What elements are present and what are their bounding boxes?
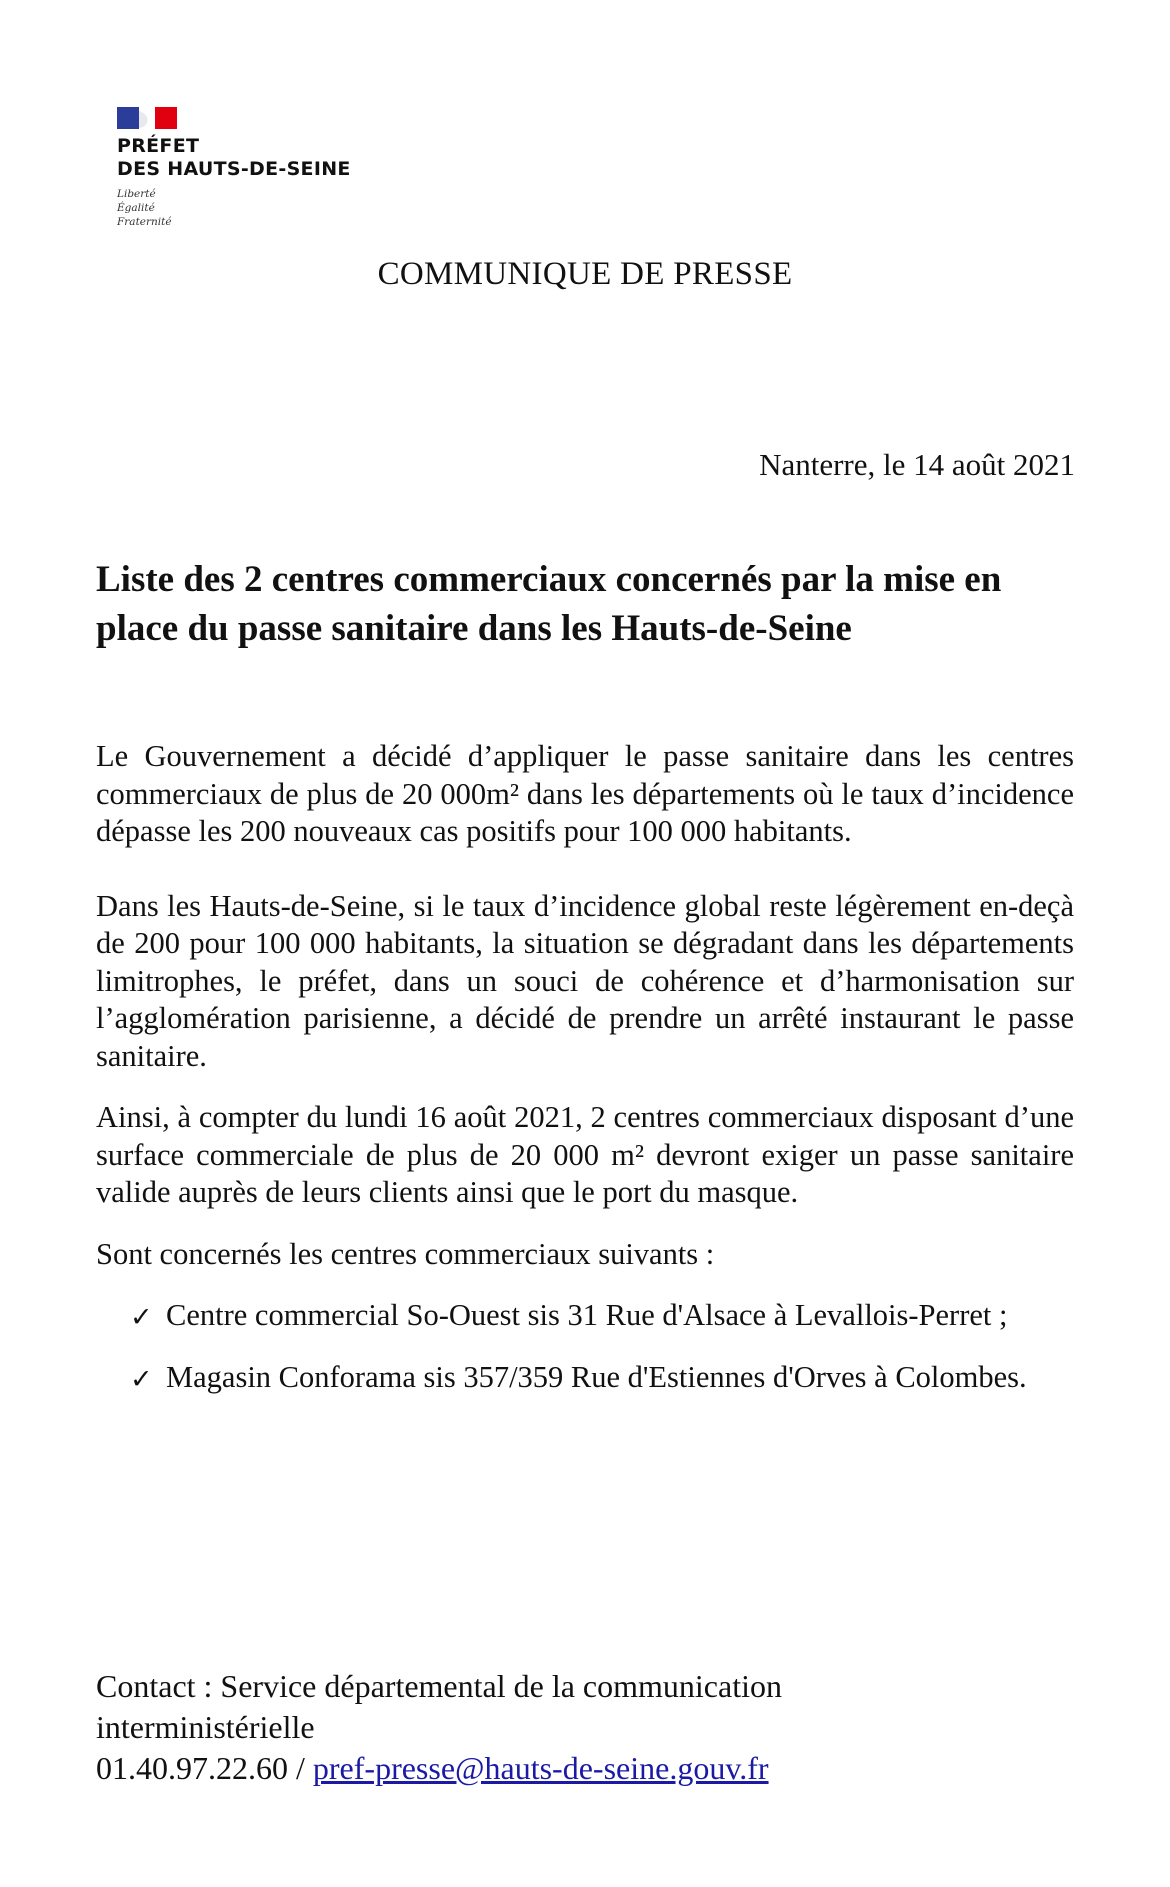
document-body [96,738,1074,1420]
contact-line-2 [96,1748,996,1789]
date-line: Nanterre, le 14 août 2021 [759,447,1075,482]
paragraph-1: Le Gouvernement a décidé d’appliquer le passe sanitaire dans les centres commerciaux de plus de 20 000m² dans les départements où le taux d’incidence dépasse les 200 nouveaux cas positifs pour 100 000 habitants. [96,739,1074,848]
logo-name-line2: DES HAUTS-DE-SEINE [117,158,351,180]
mall-list [96,1297,1074,1396]
motto [117,187,377,229]
list-item-text: Centre commercial So-Ouest sis 31 Rue d'Alsace à Levallois-Perret ; [166,1298,1008,1332]
logo-name-line1: PRÉFET [117,135,200,157]
contact-email-link[interactable]: pref-presse@hauts-de-seine.gouv.fr [312,1750,769,1786]
prefecture-logo [117,107,377,229]
contact-phone: 01.40.97.22.60 / [96,1750,305,1786]
motto-fraternite: Fraternité [117,216,172,228]
list-item [96,1359,1074,1397]
list-item-text: Magasin Conforama sis 357/359 Rue d'Estiennes d'Orves à Colombes. [166,1359,1027,1394]
list-item [96,1297,1074,1335]
paragraph-3: Ainsi, à compter du lundi 16 août 2021, 2 centres commerciaux disposant d’une surface commerciale de plus de 20 000 m² devront exiger un passe sanitaire valide auprès de leurs clients ainsi que le port du masque. [96,1100,1074,1209]
motto-egalite: Égalité [117,202,155,214]
contact-service: Contact : Service départemental de la communication interministérielle [96,1668,782,1745]
paragraph-4: Sont concernés les centres commerciaux suivants : [96,1236,715,1271]
paragraph-2: Dans les Hauts-de-Seine, si le taux d’incidence global reste légèrement en-deçà de 200 pour 100 000 habitants, la situation se dégradant dans les départements limitrophes, le préfet, dans un souci de cohérence et d’harmonisation sur l’agglomération parisienne, a décidé de prendre un arrêté instaurant le passe sanitaire. [96,888,1074,1073]
press-release-heading: COMMUNIQUE DE PRESSE [377,256,793,292]
checkmark-icon: ✓ [130,1302,153,1333]
document-title: Liste des 2 centres commerciaux concernés par la mise en place du passe sanitaire dans les Hauts-de-Seine [96,559,1002,649]
french-flag-icon [117,107,177,129]
contact-block [96,1666,996,1789]
motto-liberte: Liberté [117,188,156,200]
checkmark-icon: ✓ [130,1363,153,1395]
